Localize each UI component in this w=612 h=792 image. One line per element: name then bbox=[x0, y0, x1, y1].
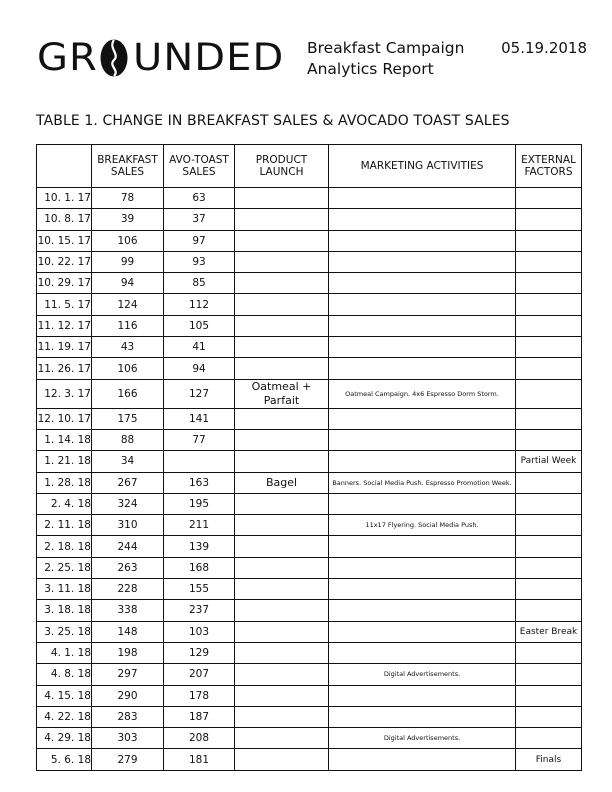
avo-toast-sales-cell: 85 bbox=[164, 273, 235, 294]
header-avo-line2: SALES bbox=[182, 166, 216, 178]
header-breakfast-line2: SALES bbox=[110, 166, 145, 178]
product-launch-cell bbox=[235, 429, 329, 450]
date-cell: 2. 25. 18 bbox=[37, 557, 92, 578]
external-factors-cell bbox=[516, 600, 582, 621]
avo-toast-sales-cell: 163 bbox=[164, 472, 235, 493]
avo-toast-sales-cell: 94 bbox=[164, 358, 235, 379]
product-launch-cell: Oatmeal + Parfait bbox=[235, 379, 329, 408]
date-cell: 1. 14. 18 bbox=[37, 429, 92, 450]
table-row bbox=[37, 188, 582, 209]
product-launch-cell bbox=[235, 451, 329, 472]
marketing-activities-cell bbox=[329, 557, 516, 578]
product-launch-cell bbox=[235, 685, 329, 706]
marketing-activities-cell bbox=[329, 273, 516, 294]
external-factors-cell bbox=[516, 337, 582, 358]
product-launch-cell bbox=[235, 315, 329, 336]
date-cell: 10. 29. 17 bbox=[37, 273, 92, 294]
breakfast-sales-cell: 290 bbox=[92, 685, 164, 706]
product-launch-cell bbox=[235, 642, 329, 663]
date-cell: 11. 5. 17 bbox=[37, 294, 92, 315]
marketing-activities-cell: Digital Advertisements. bbox=[329, 664, 516, 685]
product-launch-cell bbox=[235, 408, 329, 429]
marketing-activities-cell bbox=[329, 642, 516, 663]
breakfast-sales-cell: 263 bbox=[92, 557, 164, 578]
external-factors-cell: Finals bbox=[516, 749, 582, 770]
date-cell: 11. 12. 17 bbox=[37, 315, 92, 336]
product-launch-cell bbox=[235, 358, 329, 379]
external-factors-cell bbox=[516, 188, 582, 209]
avo-toast-sales-cell: 139 bbox=[164, 536, 235, 557]
avo-toast-sales-cell: 103 bbox=[164, 621, 235, 642]
product-launch-cell bbox=[235, 337, 329, 358]
table-row bbox=[37, 273, 582, 294]
table-row bbox=[37, 379, 582, 408]
breakfast-sales-cell: 338 bbox=[92, 600, 164, 621]
breakfast-sales-cell: 175 bbox=[92, 408, 164, 429]
breakfast-sales-cell: 198 bbox=[92, 642, 164, 663]
date-cell: 10. 15. 17 bbox=[37, 230, 92, 251]
external-factors-cell bbox=[516, 315, 582, 336]
header-external-line2: FACTORS bbox=[524, 166, 573, 178]
external-factors-cell bbox=[516, 358, 582, 379]
avo-toast-sales-cell: 37 bbox=[164, 209, 235, 230]
product-launch-cell bbox=[235, 188, 329, 209]
date-cell: 3. 11. 18 bbox=[37, 579, 92, 600]
breakfast-sales-cell: 94 bbox=[92, 273, 164, 294]
breakfast-sales-cell: 106 bbox=[92, 230, 164, 251]
table-row bbox=[37, 251, 582, 272]
table-row bbox=[37, 315, 582, 336]
marketing-activities-cell bbox=[329, 600, 516, 621]
breakfast-sales-cell: 244 bbox=[92, 536, 164, 557]
table-row bbox=[37, 451, 582, 472]
marketing-activities-cell bbox=[329, 337, 516, 358]
logo-text-left: GR bbox=[37, 36, 98, 79]
table-row bbox=[37, 706, 582, 727]
table-row bbox=[37, 515, 582, 536]
report-header bbox=[37, 36, 587, 86]
table-row bbox=[37, 536, 582, 557]
breakfast-sales-cell: 124 bbox=[92, 294, 164, 315]
header-date bbox=[37, 145, 92, 188]
marketing-activities-cell: Banners. Social Media Push. Espresso Promotion Week. bbox=[329, 472, 516, 493]
report-title bbox=[307, 38, 464, 80]
external-factors-cell bbox=[516, 294, 582, 315]
table-row bbox=[37, 642, 582, 663]
external-factors-cell bbox=[516, 515, 582, 536]
breakfast-sales-cell: 34 bbox=[92, 451, 164, 472]
product-launch-cell bbox=[235, 557, 329, 578]
avo-toast-sales-cell: 237 bbox=[164, 600, 235, 621]
date-cell: 11. 19. 17 bbox=[37, 337, 92, 358]
external-factors-cell bbox=[516, 408, 582, 429]
date-cell: 12. 10. 17 bbox=[37, 408, 92, 429]
table-row bbox=[37, 493, 582, 514]
table-row bbox=[37, 728, 582, 749]
avo-toast-sales-cell: 211 bbox=[164, 515, 235, 536]
date-cell: 10. 22. 17 bbox=[37, 251, 92, 272]
avo-toast-sales-cell: 97 bbox=[164, 230, 235, 251]
table-row bbox=[37, 685, 582, 706]
product-launch-cell bbox=[235, 749, 329, 770]
report-title-line1: Breakfast Campaign bbox=[307, 39, 465, 57]
table-row bbox=[37, 429, 582, 450]
product-launch-cell bbox=[235, 515, 329, 536]
breakfast-sales-cell: 303 bbox=[92, 728, 164, 749]
external-factors-cell bbox=[516, 728, 582, 749]
table-caption: TABLE 1. CHANGE IN BREAKFAST SALES & AVOCADO TOAST SALES bbox=[36, 113, 510, 129]
date-cell: 12. 3. 17 bbox=[37, 379, 92, 408]
avo-toast-sales-cell: 105 bbox=[164, 315, 235, 336]
header-marketing-activities: MARKETING ACTIVITIES bbox=[329, 145, 516, 188]
external-factors-cell: Partial Week bbox=[516, 451, 582, 472]
date-cell: 4. 22. 18 bbox=[37, 706, 92, 727]
date-cell: 11. 26. 17 bbox=[37, 358, 92, 379]
table-row bbox=[37, 621, 582, 642]
external-factors-cell bbox=[516, 557, 582, 578]
marketing-activities-cell bbox=[329, 408, 516, 429]
external-factors-cell bbox=[516, 642, 582, 663]
marketing-activities-cell: Digital Advertisements. bbox=[329, 728, 516, 749]
table-row bbox=[37, 209, 582, 230]
external-factors-cell bbox=[516, 493, 582, 514]
avo-toast-sales-cell: 207 bbox=[164, 664, 235, 685]
date-cell: 3. 18. 18 bbox=[37, 600, 92, 621]
breakfast-sales-cell: 116 bbox=[92, 315, 164, 336]
avo-toast-sales-cell: 195 bbox=[164, 493, 235, 514]
header-external-factors bbox=[516, 145, 582, 188]
product-launch-cell bbox=[235, 251, 329, 272]
product-launch-cell bbox=[235, 493, 329, 514]
table-header-row bbox=[37, 145, 582, 188]
header-launch-line1: PRODUCT bbox=[255, 154, 308, 166]
breakfast-sales-cell: 267 bbox=[92, 472, 164, 493]
marketing-activities-cell bbox=[329, 230, 516, 251]
breakfast-sales-cell: 99 bbox=[92, 251, 164, 272]
product-launch-cell bbox=[235, 294, 329, 315]
external-factors-cell bbox=[516, 209, 582, 230]
avo-toast-sales-cell: 129 bbox=[164, 642, 235, 663]
avo-toast-sales-cell: 187 bbox=[164, 706, 235, 727]
table-row bbox=[37, 472, 582, 493]
table-row bbox=[37, 408, 582, 429]
logo-text-right: UNDED bbox=[133, 36, 285, 79]
marketing-activities-cell bbox=[329, 429, 516, 450]
avo-toast-sales-cell: 178 bbox=[164, 685, 235, 706]
table-row bbox=[37, 579, 582, 600]
marketing-activities-cell bbox=[329, 706, 516, 727]
header-breakfast-sales bbox=[92, 145, 164, 188]
marketing-activities-cell bbox=[329, 188, 516, 209]
table-row bbox=[37, 557, 582, 578]
marketing-activities-cell bbox=[329, 358, 516, 379]
marketing-activities-cell bbox=[329, 536, 516, 557]
avo-toast-sales-cell: 41 bbox=[164, 337, 235, 358]
header-product-launch bbox=[235, 145, 329, 188]
date-cell: 4. 15. 18 bbox=[37, 685, 92, 706]
marketing-activities-cell bbox=[329, 451, 516, 472]
logo bbox=[37, 36, 285, 79]
avo-toast-sales-cell: 141 bbox=[164, 408, 235, 429]
external-factors-cell bbox=[516, 251, 582, 272]
date-cell: 4. 8. 18 bbox=[37, 664, 92, 685]
breakfast-sales-cell: 78 bbox=[92, 188, 164, 209]
external-factors-cell bbox=[516, 273, 582, 294]
marketing-activities-cell bbox=[329, 294, 516, 315]
marketing-activities-cell bbox=[329, 621, 516, 642]
breakfast-sales-cell: 310 bbox=[92, 515, 164, 536]
external-factors-cell bbox=[516, 429, 582, 450]
product-launch-cell bbox=[235, 728, 329, 749]
avo-toast-sales-cell: 168 bbox=[164, 557, 235, 578]
breakfast-sales-cell: 166 bbox=[92, 379, 164, 408]
marketing-activities-cell bbox=[329, 685, 516, 706]
table-row bbox=[37, 664, 582, 685]
breakfast-sales-cell: 228 bbox=[92, 579, 164, 600]
marketing-activities-cell bbox=[329, 493, 516, 514]
breakfast-sales-cell: 88 bbox=[92, 429, 164, 450]
marketing-activities-cell bbox=[329, 315, 516, 336]
product-launch-cell: Bagel bbox=[235, 472, 329, 493]
breakfast-sales-cell: 106 bbox=[92, 358, 164, 379]
product-launch-cell bbox=[235, 230, 329, 251]
table-row bbox=[37, 294, 582, 315]
external-factors-cell bbox=[516, 664, 582, 685]
marketing-activities-cell bbox=[329, 749, 516, 770]
avo-toast-sales-cell: 155 bbox=[164, 579, 235, 600]
table-row bbox=[37, 749, 582, 770]
table-row bbox=[37, 337, 582, 358]
marketing-activities-cell: 11x17 Flyering. Social Media Push. bbox=[329, 515, 516, 536]
header-avo-toast-sales bbox=[164, 145, 235, 188]
product-launch-cell bbox=[235, 600, 329, 621]
avo-toast-sales-cell: 77 bbox=[164, 429, 235, 450]
breakfast-sales-cell: 279 bbox=[92, 749, 164, 770]
product-launch-cell bbox=[235, 706, 329, 727]
avo-toast-sales-cell: 112 bbox=[164, 294, 235, 315]
date-cell: 1. 21. 18 bbox=[37, 451, 92, 472]
product-launch-cell bbox=[235, 209, 329, 230]
breakfast-sales-cell: 283 bbox=[92, 706, 164, 727]
header-launch-line2: LAUNCH bbox=[259, 166, 304, 178]
date-cell: 5. 6. 18 bbox=[37, 749, 92, 770]
date-cell: 4. 1. 18 bbox=[37, 642, 92, 663]
marketing-activities-cell bbox=[329, 209, 516, 230]
avo-toast-sales-cell: 127 bbox=[164, 379, 235, 408]
date-cell: 2. 18. 18 bbox=[37, 536, 92, 557]
marketing-activities-cell: Oatmeal Campaign. 4x6 Espresso Dorm Storm. bbox=[329, 379, 516, 408]
product-launch-cell bbox=[235, 536, 329, 557]
external-factors-cell bbox=[516, 685, 582, 706]
product-launch-cell bbox=[235, 579, 329, 600]
breakfast-sales-cell: 43 bbox=[92, 337, 164, 358]
breakfast-sales-cell: 39 bbox=[92, 209, 164, 230]
header-breakfast-line1: BREAKFAST bbox=[97, 154, 158, 166]
avo-toast-sales-cell: 93 bbox=[164, 251, 235, 272]
report-title-line2: Analytics Report bbox=[307, 60, 434, 78]
table-row bbox=[37, 230, 582, 251]
table-row bbox=[37, 600, 582, 621]
marketing-activities-cell bbox=[329, 251, 516, 272]
coffee-bean-icon bbox=[99, 38, 129, 78]
avo-toast-sales-cell: 63 bbox=[164, 188, 235, 209]
report-date: 05.19.2018 bbox=[501, 39, 587, 57]
date-cell: 3. 25. 18 bbox=[37, 621, 92, 642]
breakfast-sales-cell: 148 bbox=[92, 621, 164, 642]
breakfast-sales-cell: 324 bbox=[92, 493, 164, 514]
external-factors-cell bbox=[516, 472, 582, 493]
external-factors-cell bbox=[516, 536, 582, 557]
header-external-line1: EXTERNAL bbox=[521, 154, 576, 166]
date-cell: 1. 28. 18 bbox=[37, 472, 92, 493]
date-cell: 4. 29. 18 bbox=[37, 728, 92, 749]
breakfast-sales-cell: 297 bbox=[92, 664, 164, 685]
external-factors-cell bbox=[516, 706, 582, 727]
external-factors-cell bbox=[516, 230, 582, 251]
table-body bbox=[37, 188, 582, 771]
external-factors-cell bbox=[516, 379, 582, 408]
product-launch-cell bbox=[235, 273, 329, 294]
date-cell: 2. 11. 18 bbox=[37, 515, 92, 536]
header-avo-line1: AVO-TOAST bbox=[169, 154, 229, 166]
avo-toast-sales-cell bbox=[164, 451, 235, 472]
date-cell: 10. 1. 17 bbox=[37, 188, 92, 209]
product-launch-cell bbox=[235, 621, 329, 642]
date-cell: 2. 4. 18 bbox=[37, 493, 92, 514]
avo-toast-sales-cell: 181 bbox=[164, 749, 235, 770]
sales-table bbox=[36, 144, 582, 771]
avo-toast-sales-cell: 208 bbox=[164, 728, 235, 749]
table-row bbox=[37, 358, 582, 379]
external-factors-cell bbox=[516, 579, 582, 600]
marketing-activities-cell bbox=[329, 579, 516, 600]
external-factors-cell: Easter Break bbox=[516, 621, 582, 642]
product-launch-cell bbox=[235, 664, 329, 685]
date-cell: 10. 8. 17 bbox=[37, 209, 92, 230]
